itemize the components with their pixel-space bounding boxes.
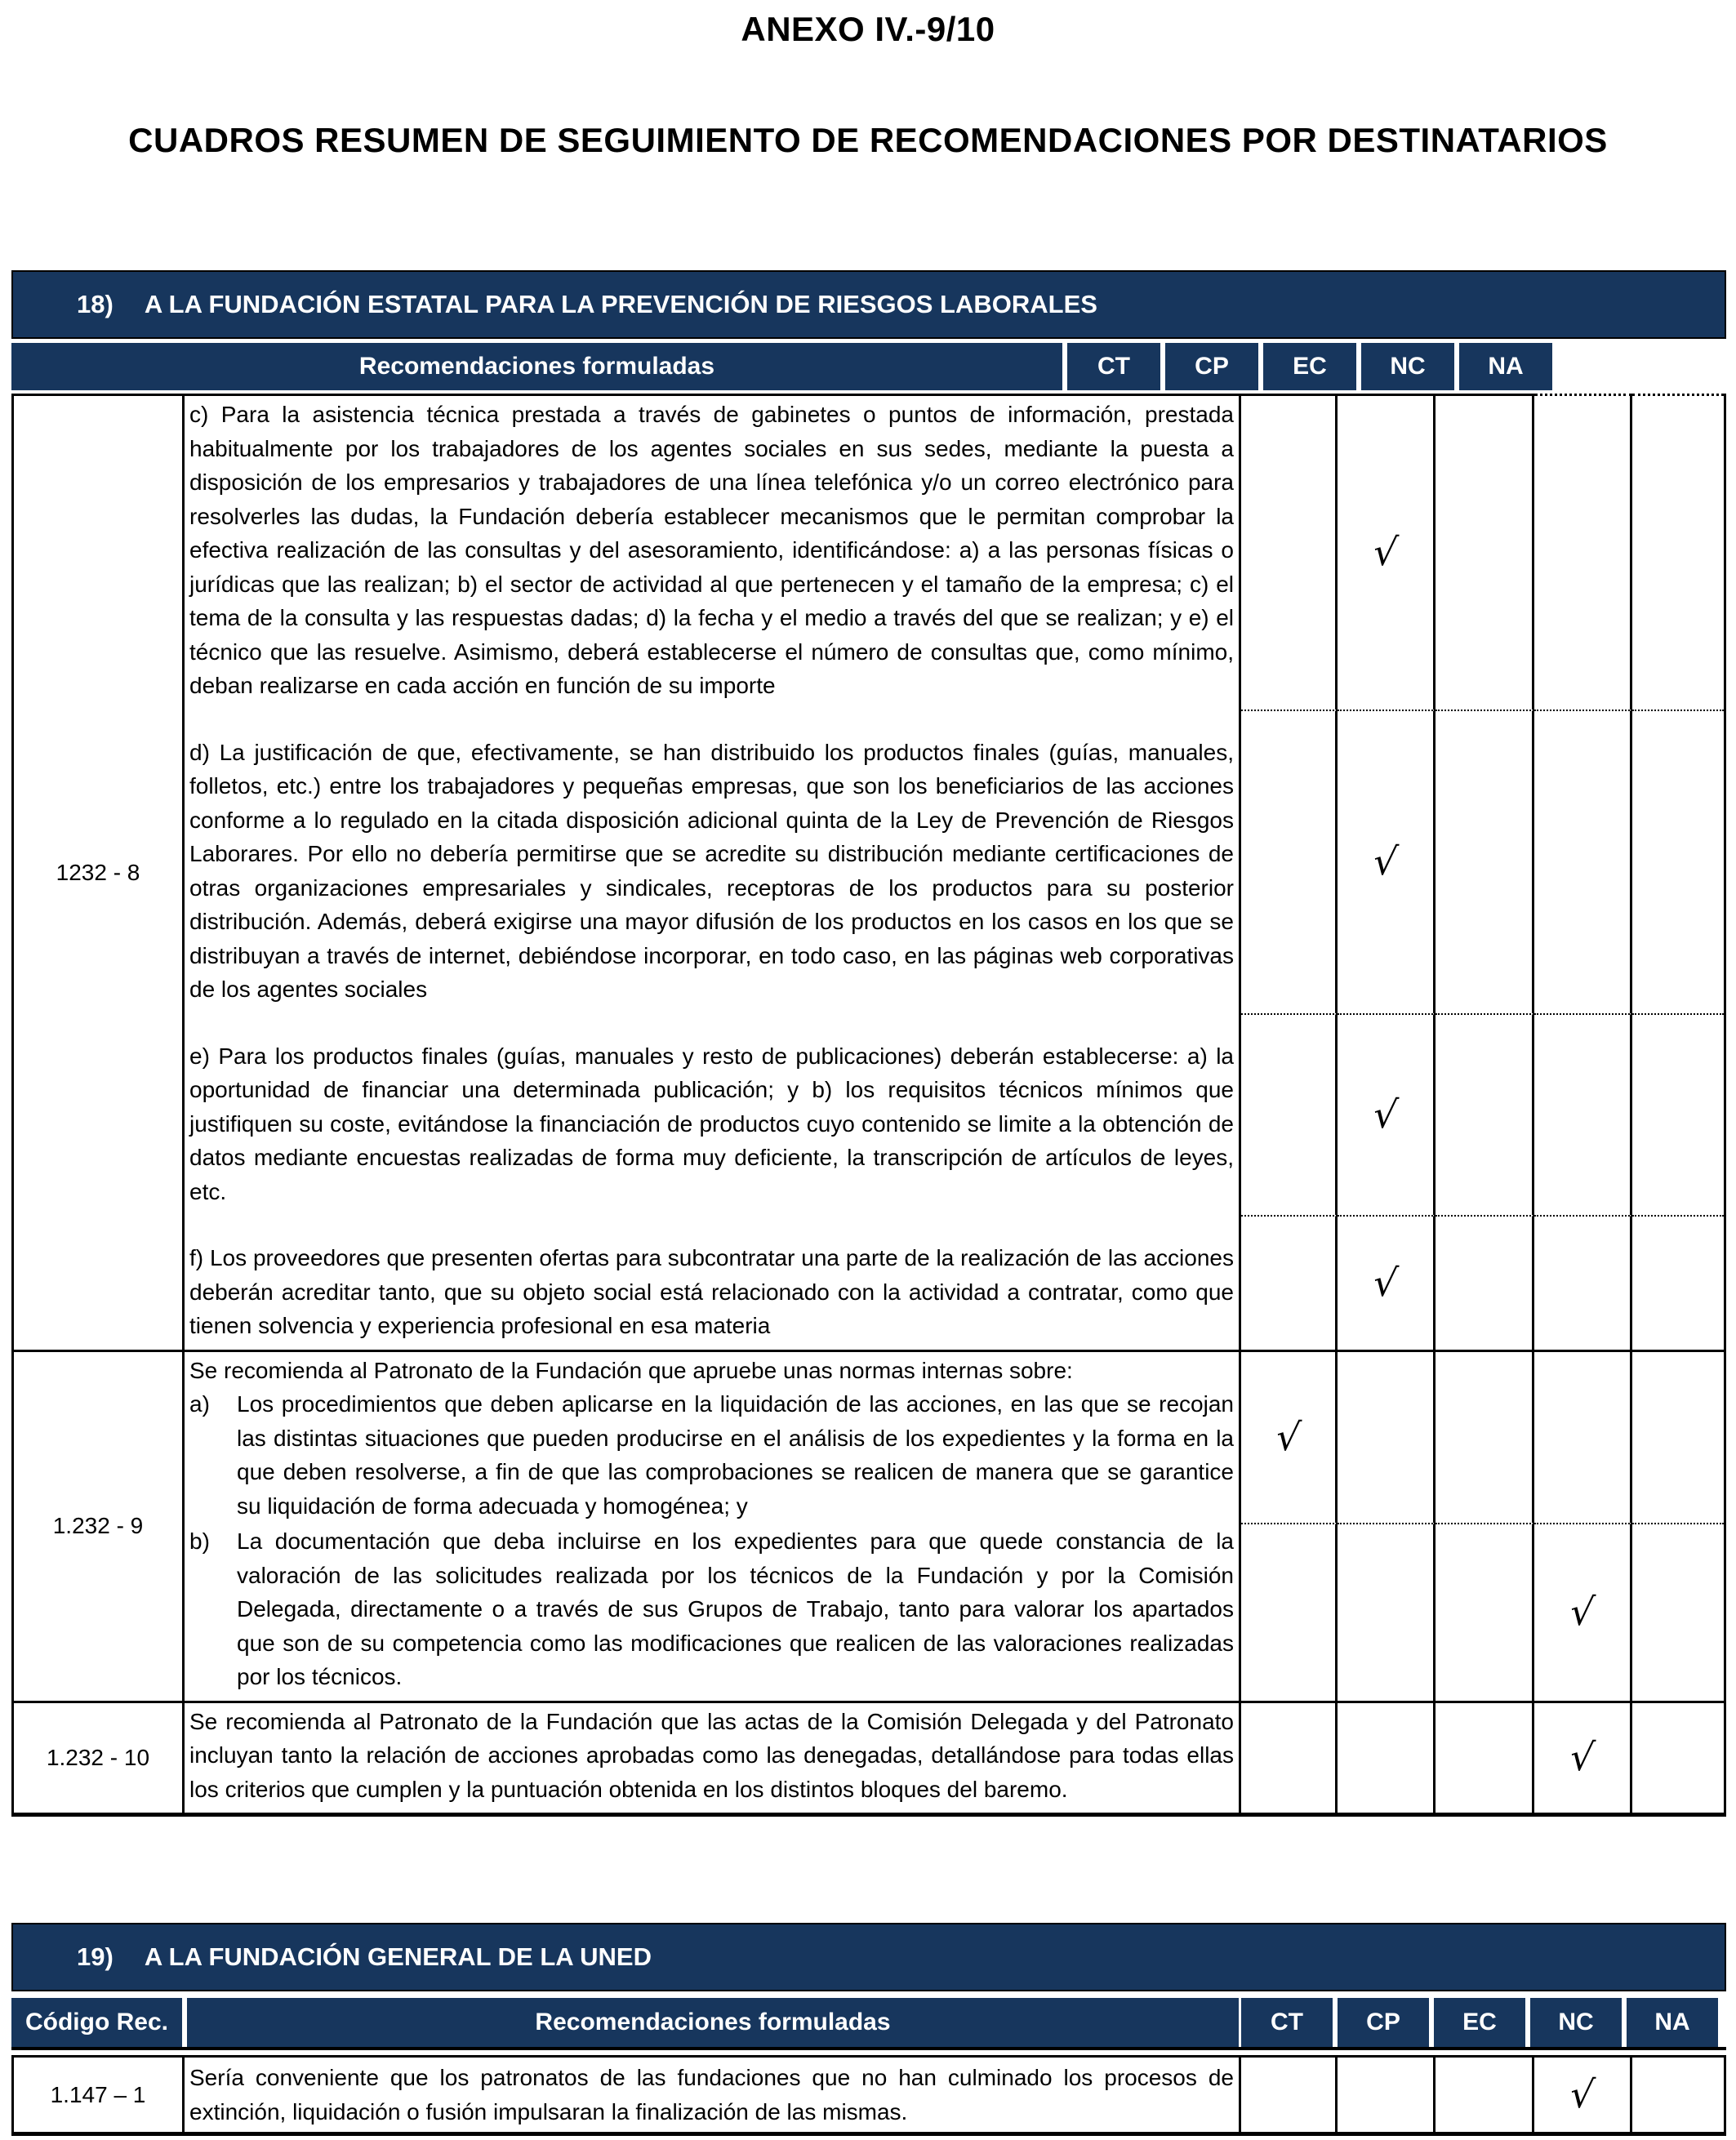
status-cell [1534, 1215, 1632, 1350]
status-cell-checked [1534, 1701, 1632, 1813]
list-item-b: b) La documentación que deba incluirse en los expedientes para que quede constancia de la valoración de las solicitudes realizada por los técnicos de la Fundación y por la Comisión Delegada, directamente o a través de sus Grupos de Trabajo, tanto para valorar los apartados que son de su competencia como las modificaciones que realicen de las valoraciones realizadas por los técnicos. [189, 1524, 1234, 1694]
list-item-a: a) Los procedimientos que deben aplicarse en la liquidación de las acciones, en las que se recojan las distintas situaciones que pueden producirse en el análisis de los expedientes y la forma en la que deben resolverse, a fin de que las comprobaciones se realicen de manera que se garantice su liquidación de forma adecuada y homogénea; y [189, 1387, 1234, 1523]
code-cell: 1.232 - 9 [14, 1350, 185, 1701]
section-18-header-row [11, 343, 1726, 390]
status-header-nc: NC [1361, 343, 1454, 390]
check-mark: √ [1274, 1414, 1303, 1459]
status-cell [1436, 2058, 1534, 2132]
recommendation-text: f) Los proveedores que presenten ofertas para subcontratar una parte de la realización de las acciones deberán acreditar tanto, que su objeto social está relacionado con la actividad a contratar, como que tienen solvencia y experiencia profesional en esa materia [185, 1215, 1241, 1350]
status-cell [1632, 1350, 1724, 1524]
status-cell [1632, 1523, 1724, 1701]
check-mark: √ [1568, 1735, 1597, 1779]
section-18 [11, 270, 1726, 1817]
section-18-title: A LA FUNDACIÓN ESTATAL PARA LA PREVENCIÓN DE RIESGOS LABORALES [144, 290, 1097, 318]
recommendation-text [185, 1523, 1241, 1701]
recommendation-text: c) Para la asistencia técnica prestada a través de gabinetes o puntos de información, prestada habitualmente por los trabajadores de los agentes sociales en sus sedes, mediante la puesta a disposición de los empresarios y trabajadores de una línea telefónica y/o un correo electrónico para resolverles las dudas, la Fundación debería establecer mecanismos que le permitan comprobar la efectiva realización de las consultas y del asesoramiento, identificándose: a) a las personas físicas o jurídicas que las realizan; b) el sector de actividad al que pertenecen y el tamaño de la empresa; c) el tema de la consulta y las respuestas dadas; d) la fecha y el medio a través del que se realizan; y e) el técnico que las resuelve. Asimismo, deberá establecerse el número de consultas que, como mínimo, deban realizarse en cada acción en función de su importe [185, 394, 1241, 710]
status-cell-checked [1534, 2058, 1632, 2132]
status-cell [1436, 1701, 1534, 1813]
recommendation-text [185, 1350, 1241, 1524]
status-cell [1241, 1701, 1338, 1813]
recommendation-text: d) La justificación de que, efectivamente, se han distribuido los productos finales (guías, manuales, folletos, etc.) entre los trabajadores y pequeñas empresas, que son los beneficiarios de las acciones conforme a lo regulado en la citada disposición adicional quinta de la Ley de Prevención de Riesgos Laborares. Por ello no debería permitirse que se acredite su distribución mediante certificaciones de otras organizaciones empresariales y sindicales, receptoras de los productos para su posterior distribución. Además, deberá exigirse una mayor difusión de los productos en los casos en los que se distribuyan a través de internet, debiéndose incorporar, en todo caso, en las páginas web corporativas de los agentes sociales [185, 710, 1241, 1013]
status-header-ct: CT [1067, 343, 1160, 390]
code-cell: 1232 - 8 [14, 394, 185, 1350]
status-cell-checked [1241, 1350, 1338, 1524]
status-cell [1534, 710, 1632, 1013]
check-mark: √ [1568, 2071, 1597, 2116]
status-cell [1436, 394, 1534, 710]
status-cell [1241, 1215, 1338, 1350]
section-18-body [11, 394, 1726, 1817]
status-cell [1338, 1701, 1436, 1813]
status-cell [1534, 1350, 1632, 1524]
recommendation-text: Se recomienda al Patronato de la Fundación que las actas de la Comisión Delegada y del Patronato incluyan tanto la relación de acciones aprobadas como las denegadas, detallándose para todas ellas los criterios que cumplen y la puntuación obtenida en los distintos bloques del baremo. [185, 1701, 1241, 1813]
status-cell [1241, 710, 1338, 1013]
section-18-title-bar [11, 270, 1726, 339]
list-marker: b) [189, 1528, 210, 1554]
page-title: ANEXO IV.-9/10 [741, 10, 995, 48]
status-cell [1338, 1523, 1436, 1701]
status-cell [1534, 394, 1632, 710]
status-cell [1534, 1013, 1632, 1216]
status-cell [1241, 394, 1338, 710]
status-cell [1436, 1523, 1534, 1701]
header-recommendations: Recomendaciones formuladas [187, 1998, 1239, 2047]
status-cell [1632, 710, 1724, 1013]
status-cell [1632, 2058, 1724, 2132]
status-header-ec: EC [1434, 1998, 1525, 2047]
status-cell [1338, 2058, 1436, 2132]
header-recommendations: Recomendaciones formuladas [11, 343, 1062, 390]
check-mark: √ [1371, 1092, 1400, 1137]
code-cell: 1.232 - 10 [14, 1701, 185, 1813]
status-cell [1436, 710, 1534, 1013]
check-mark: √ [1371, 839, 1400, 883]
status-header-cp: CP [1338, 1998, 1429, 2047]
status-header-na: NA [1459, 343, 1552, 390]
code-cell: 1.147 – 1 [14, 2058, 185, 2132]
status-cell-checked [1338, 1013, 1436, 1216]
header-code: Código Rec. [11, 1998, 182, 2047]
status-cell [1632, 394, 1724, 710]
status-cell [1632, 1013, 1724, 1216]
recommendation-text: Sería conveniente que los patronatos de las fundaciones que no han culminado los procesos de extinción, liquidación o fusión impulsaran la finalización de las mismas. [185, 2058, 1241, 2132]
check-mark: √ [1371, 530, 1400, 574]
status-cell-checked [1338, 710, 1436, 1013]
check-mark: √ [1371, 1260, 1400, 1305]
recommendation-text: e) Para los productos finales (guías, manuales y resto de publicaciones) deberán establecerse: a) la oportunidad de financiar una determinada publicación; y b) los requisitos técnicos mínimos que justifiquen su coste, evitándose la financiación de productos cuyo contenido se limite a la obtención de datos mediante encuestas realizadas de forma muy deficiente, la transcripción de artículos de leyes, etc. [185, 1013, 1241, 1216]
status-cell [1241, 2058, 1338, 2132]
status-header-ct: CT [1241, 1998, 1333, 2047]
check-mark: √ [1568, 1590, 1597, 1634]
status-cell [1436, 1350, 1534, 1524]
section-19-title-bar [11, 1923, 1726, 1991]
status-header-cp: CP [1165, 343, 1258, 390]
status-cell [1632, 1701, 1724, 1813]
status-cell [1632, 1215, 1724, 1350]
section-19-header-row [11, 1998, 1726, 2050]
section-19-number: 19) [77, 1942, 114, 1971]
status-header-nc: NC [1530, 1998, 1622, 2047]
status-cell [1241, 1013, 1338, 1216]
list-marker: a) [189, 1391, 210, 1417]
status-cell [1436, 1215, 1534, 1350]
recommendation-intro: Se recomienda al Patronato de la Fundación que apruebe unas normas internas sobre: [189, 1357, 1073, 1383]
status-cell [1436, 1013, 1534, 1216]
status-cell-checked [1338, 394, 1436, 710]
section-18-number: 18) [77, 290, 114, 318]
status-cell-checked [1338, 1215, 1436, 1350]
status-header-na: NA [1627, 1998, 1718, 2047]
section-19 [11, 1923, 1726, 2136]
page-subtitle: CUADROS RESUMEN DE SEGUIMIENTO DE RECOMENDACIONES POR DESTINATARIOS [128, 121, 1608, 159]
status-header-ec: EC [1263, 343, 1356, 390]
status-cell [1241, 1523, 1338, 1701]
status-cell-checked [1534, 1523, 1632, 1701]
status-cell [1338, 1350, 1436, 1524]
section-19-body [11, 2055, 1726, 2136]
section-19-title: A LA FUNDACIÓN GENERAL DE LA UNED [144, 1942, 652, 1971]
